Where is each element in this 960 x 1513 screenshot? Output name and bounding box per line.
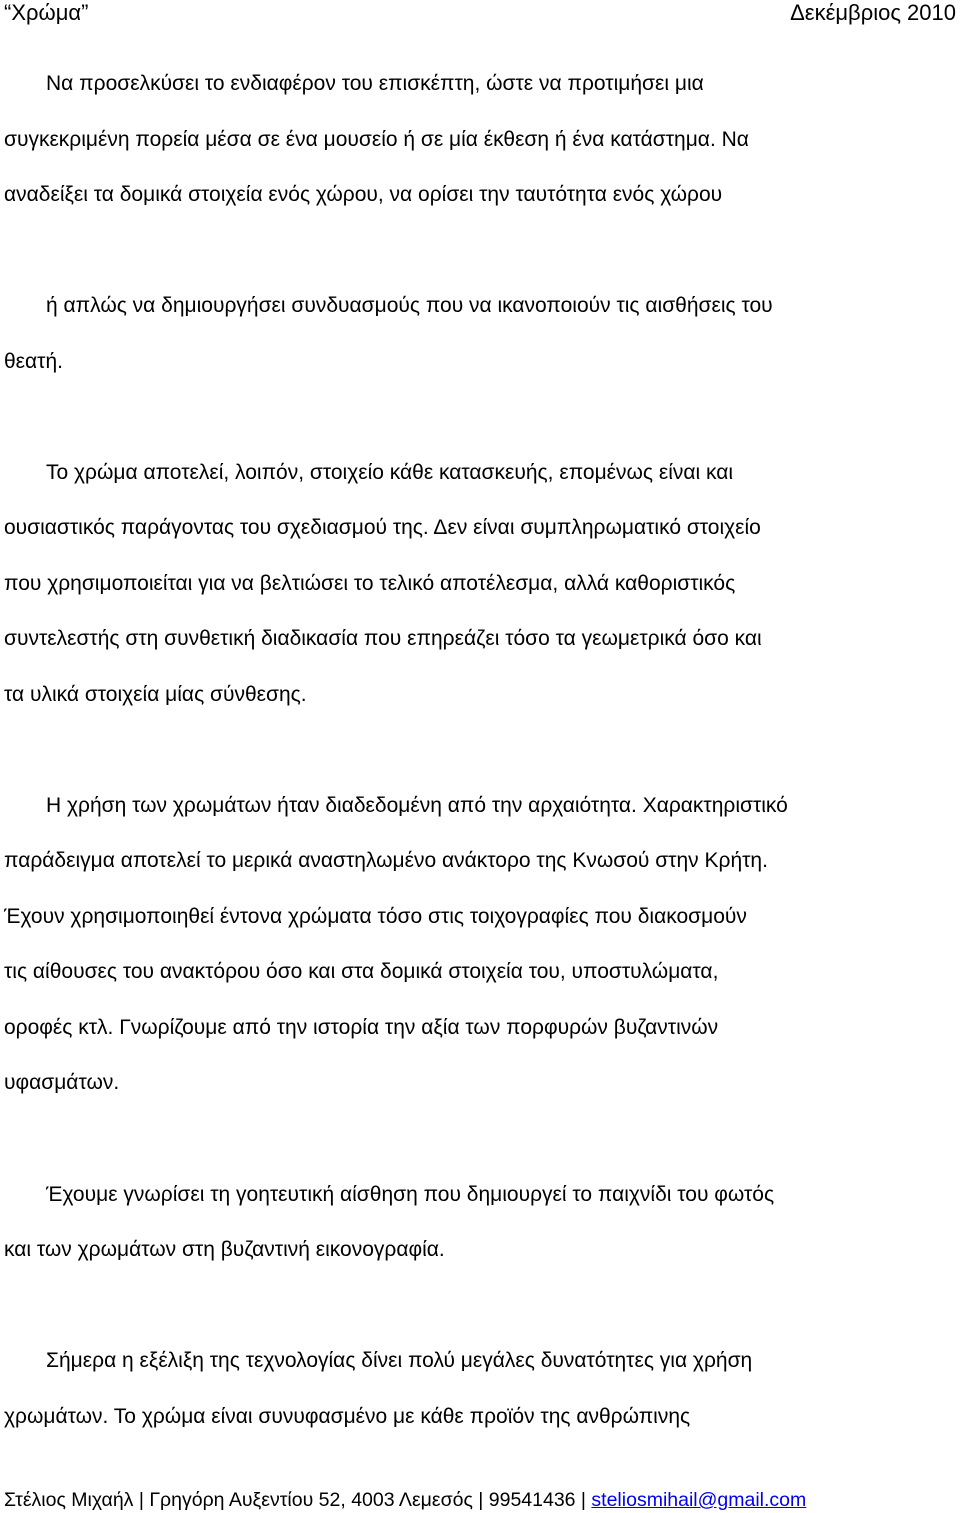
text-line: Έχουν χρησιμοποιηθεί έντονα χρώματα τόσο στις τοιχογραφίες που διακοσμούν: [4, 905, 747, 928]
text-line: οροφές κτλ. Γνωρίζουμε από την ιστορία την αξία των πορφυρών βυζαντινών: [4, 1016, 719, 1039]
text-line: Το χρώμα αποτελεί, λοιπόν, στοιχείο κάθε κατασκευής, επομένως είναι και: [46, 461, 734, 484]
text-line: Έχουμε γνωρίσει τη γοητευτική αίσθηση που δημιουργεί το παιχνίδι του φωτός: [46, 1183, 775, 1206]
text-line: ή απλώς να δημιουργήσει συνδυασμούς που να ικανοποιούν τις αισθήσεις του: [46, 294, 773, 317]
text-line: ουσιαστικός παράγοντας του σχεδιασμού της. Δεν είναι συμπληρωματικό στοιχείο: [4, 516, 761, 539]
header-title: “Χρώμα”: [4, 0, 89, 25]
page-header: [0, 0, 960, 28]
text-line: Η χρήση των χρωμάτων ήταν διαδεδομένη από την αρχαιότητα. Χαρακτηριστικό: [46, 794, 788, 817]
header-date: Δεκέμβριος 2010: [790, 0, 956, 25]
text-line: συγκεκριμένη πορεία μέσα σε ένα μουσείο ή σε μία έκθεση ή ένα κατάστημα. Να: [4, 128, 749, 151]
text-line: παράδειγμα αποτελεί το μερικά αναστηλωμένο ανάκτορο της Κνωσού στην Κρήτη.: [4, 849, 768, 872]
text-line: χρωμάτων. Το χρώμα είναι συνυφασμένο με κάθε προϊόν της ανθρώπινης: [4, 1405, 691, 1428]
text-line: αναδείξει τα δομικά στοιχεία ενός χώρου, να ορίσει την ταυτότητα ενός χώρου: [4, 183, 723, 206]
text-line: Σήμερα η εξέλιξη της τεχνολογίας δίνει πολύ μεγάλες δυνατότητες για χρήση: [46, 1349, 753, 1372]
page-footer: [4, 1487, 806, 1513]
email-link[interactable]: steliosmihail@gmail.com: [591, 1489, 807, 1511]
text-line: υφασμάτων.: [4, 1071, 120, 1094]
text-line: που χρησιμοποιείται για να βελτιώσει το τελικό αποτέλεσμα, αλλά καθοριστικός: [4, 572, 736, 595]
text-line: Να προσελκύσει το ενδιαφέρον του επισκέπτη, ώστε να προτιμήσει μια: [46, 72, 704, 95]
text-line: θεατή.: [4, 350, 63, 373]
text-line: τα υλικά στοιχεία μίας σύνθεσης.: [4, 683, 307, 706]
footer-contact: Στέλιος Μιχαήλ | Γρηγόρη Αυξεντίου 52, 4003 Λεμεσός | 99541436 |: [4, 1489, 592, 1511]
text-line: συντελεστής στη συνθετική διαδικασία που επηρεάζει τόσο τα γεωμετρικά όσο και: [4, 627, 762, 650]
text-line: τις αίθουσες του ανακτόρου όσο και στα δομικά στοιχεία του, υποστυλώματα,: [4, 960, 719, 983]
text-line: και των χρωμάτων στη βυζαντινή εικονογραφία.: [4, 1238, 445, 1261]
